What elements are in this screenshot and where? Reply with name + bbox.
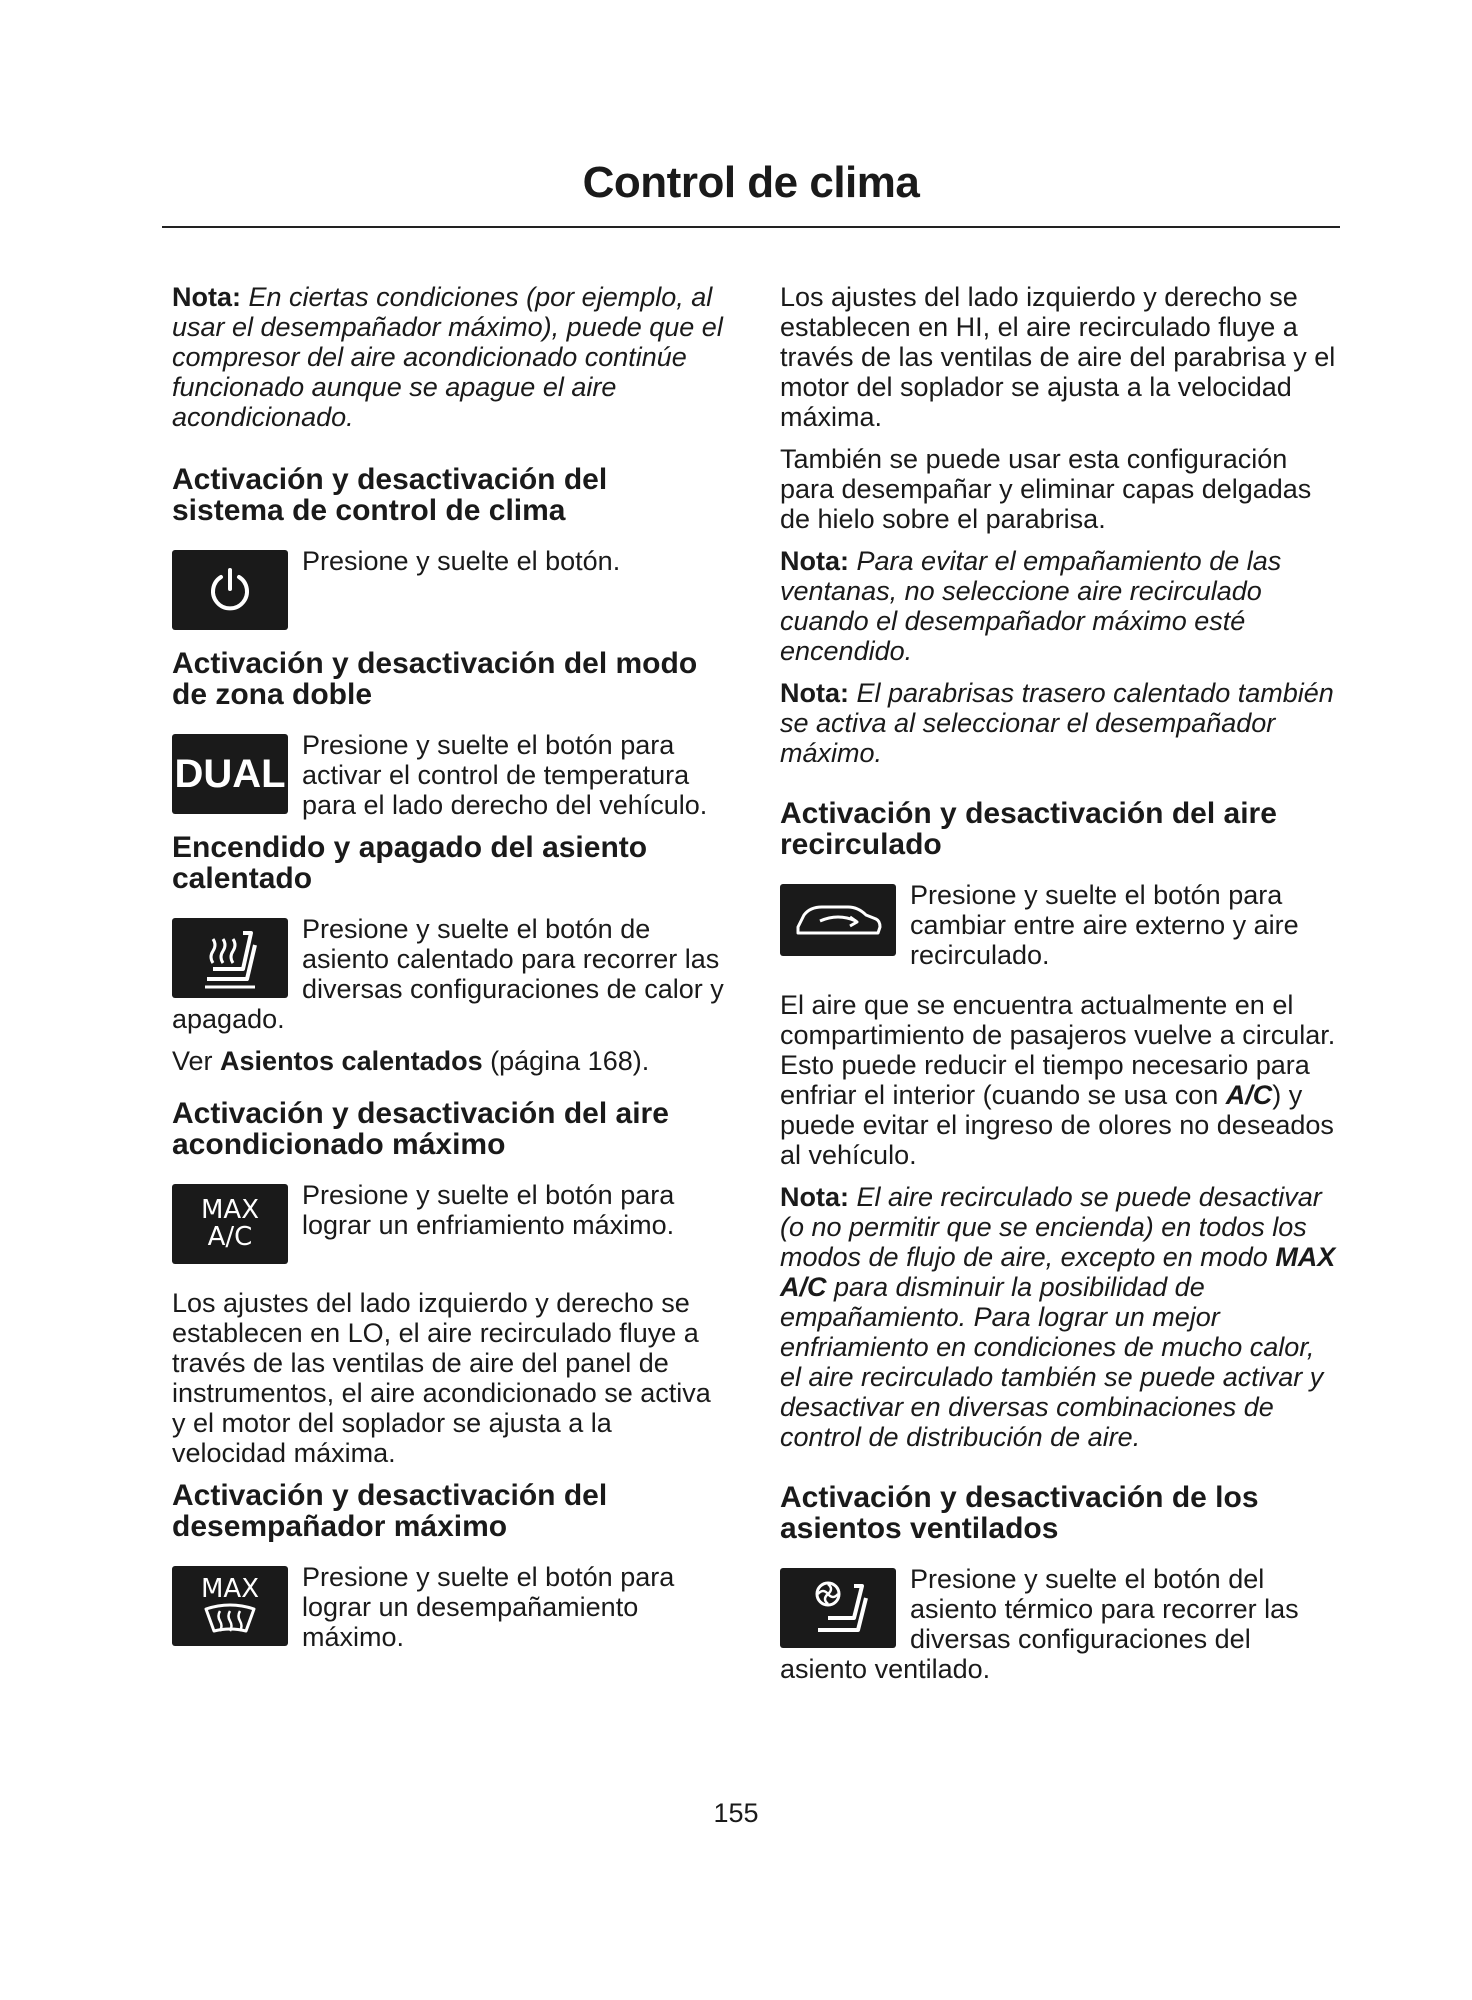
power-icon [172,550,288,630]
note-climate-compressor: Nota: En ciertas condiciones (por ejemplo, al usar el desempañador máximo), puede que el compresor del aire acondicionado continúe funcionado aunque se apague el aire acondicionado. [172,282,723,432]
heated-seat-icon [172,918,288,998]
heated-seat-row: Presione y suelte el botón de asiento calentado para recorrer las diversas configuraciones de calor y apagado. [172,914,724,1034]
left-column [172,282,727,1664]
recirculate-row: Presione y suelte el botón para cambiar entre aire externo y aire recirculado. [780,880,1340,970]
recirculate-icon [780,884,896,956]
heading-heated-seat: Encendido y apagado del asiento calentado [172,831,648,895]
heading-recirculated-air: Activación y desactivación del aire recirculado [780,797,1277,861]
max-defrost-paragraph: Los ajustes del lado izquierdo y derecho se establecen en HI, el aire recirculado fluye a través de las ventilas de aire del parabrisa y el motor del soplador se ajusta a la velocidad máxima. [780,282,1336,432]
max-ac-paragraph: Los ajustes del lado izquierdo y derecho se establecen en LO, el aire recirculado fluye a través de las ventilas de aire del panel de instrumentos, el aire acondicionado se activa y el motor del soplador se ajusta a la velocidad máxima. [172,1288,711,1468]
heading-max-ac: Activación y desactivación del aire acondicionado máximo [172,1097,669,1161]
heading-dual-zone: Activación y desactivación del modo de zona doble [172,647,698,711]
max-ac-icon: MAX A/C [172,1184,288,1264]
max-ac-row: MAX A/C Presione y suelte el botón para lograr un enfriamiento máximo. [172,1180,727,1270]
power-button-row: Presione y suelte el botón. [172,546,727,636]
ventilated-seat-row: Presione y suelte el botón del asiento térmico para recorrer las diversas configuraciones del asiento ventilado. [780,1564,1299,1684]
heading-max-defrost: Activación y desactivación del desempañador máximo [172,1479,608,1543]
title-divider [162,226,1340,228]
dual-button-row: DUAL Presione y suelte el botón para activar el control de temperatura para el lado derecho del vehículo. [172,730,727,820]
heading-ventilated-seats: Activación y desactivación de los asientos ventilados [780,1481,1259,1545]
ventilated-seat-icon [780,1568,896,1648]
right-column [780,282,1340,1696]
recirculate-paragraph: El aire que se encuentra actualmente en el compartimiento de pasajeros vuelve a circular. Esto puede reducir el tiempo necesario para enfriar el interior (cuando se usa con A/C) y puede evitar el ingreso de olores no deseados al vehículo. [780,990,1336,1170]
dual-icon: DUAL [172,734,288,814]
page-title: Control de clima [582,158,920,207]
note-rear-window: Nota: El parabrisas trasero calentado también se activa al seleccionar el desempañador máximo. [780,678,1334,768]
note-recirculate: Nota: El aire recirculado se puede desactivar (o no permitir que se encienda) en todos los modos de flujo de aire, excepto en modo MAX A/C para disminuir la posibilidad de empañamiento. Para lograr un mejor enfriamiento en condiciones de mucho calor, el aire recirculado también se puede activar y desactivar en diversas combinaciones de control de distribución de aire. [780,1182,1336,1452]
heated-seat-link[interactable]: Asientos calentados [220,1046,483,1076]
page-number: 155 [713,1798,759,1828]
max-defrost-icon: MAX [172,1566,288,1646]
max-defrost-row: MAX Presione y suelte el botón para lograr un desempañamiento máximo. [172,1562,727,1652]
heading-climate-system: Activación y desactivación del sistema de control de clima [172,463,608,527]
heated-seat-reference: Ver Asientos calentados (página 168). [172,1046,650,1076]
note-fogging: Nota: Para evitar el empañamiento de las ventanas, no seleccione aire recirculado cuando el desempañador máximo esté encendido. [780,546,1282,666]
defrost-usage-paragraph: También se puede usar esta configuración para desempañar y eliminar capas delgadas de hielo sobre el parabrisa. [780,444,1312,534]
